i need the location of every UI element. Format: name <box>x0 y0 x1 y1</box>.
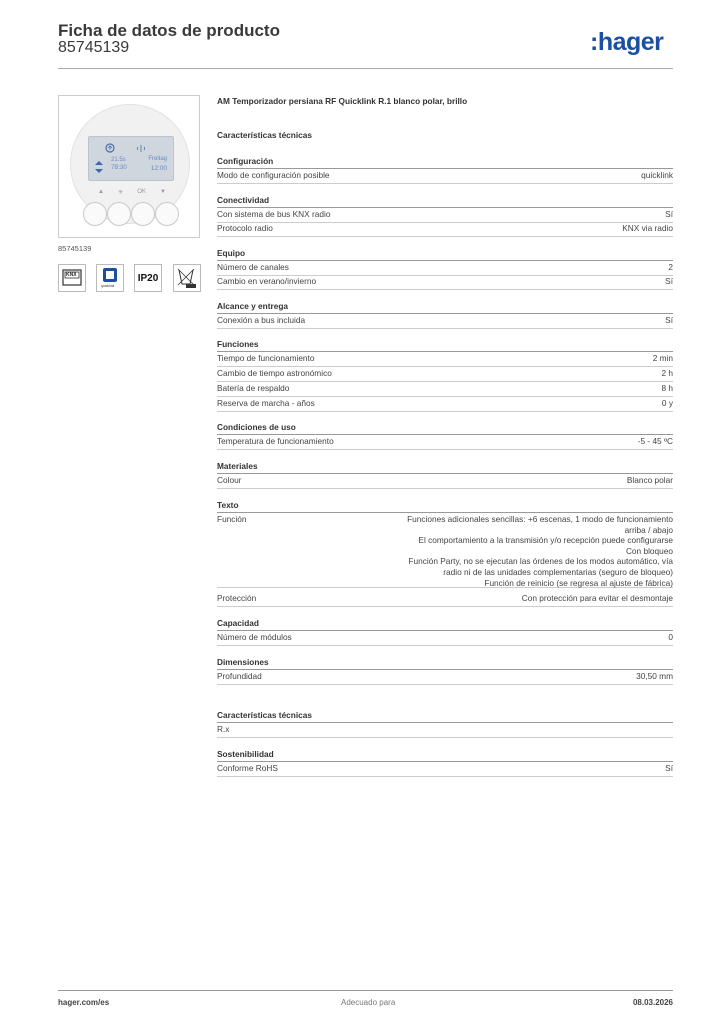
spec-row <box>217 222 673 237</box>
spec-key: Batería de respaldo <box>217 383 290 393</box>
spec-key: Cambio de tiempo astronómico <box>217 368 332 378</box>
function-line: Función de reinicio (se regresa al ajuste de fábrica) <box>484 577 673 588</box>
spec-row <box>217 670 673 685</box>
device-button-2 <box>107 202 131 226</box>
spec-value: 2 h <box>661 368 673 378</box>
spec-row <box>217 474 673 489</box>
hager-logo[interactable]: :hager <box>590 28 664 56</box>
product-image <box>58 95 200 238</box>
spec-value: KNX via radio <box>622 223 673 233</box>
spec-key: Protocolo radio <box>217 223 273 233</box>
footer-website-link[interactable]: hager.com/es <box>58 998 110 1007</box>
section-tech2-title: Características técnicas <box>217 710 313 720</box>
spec-row <box>217 631 673 646</box>
section-dimensions-title: Dimensiones <box>217 657 269 667</box>
spec-row <box>217 367 673 382</box>
function-line: arriba / abajo <box>624 524 673 535</box>
device-button-4 <box>155 202 179 226</box>
spec-key: Conforme RoHS <box>217 763 278 773</box>
spec-value: 8 h <box>661 383 673 393</box>
spec-value: Con protección para evitar el desmontaje <box>521 593 673 603</box>
spec-row <box>217 275 673 290</box>
btn-label-sun: ✳ <box>118 190 124 196</box>
spec-value: 0 <box>668 632 673 642</box>
section-materials-title: Materiales <box>217 461 258 471</box>
knx-icon <box>58 264 86 292</box>
spec-row <box>217 314 673 329</box>
spec-key: R.x <box>217 724 230 734</box>
spec-value: Blanco polar <box>626 475 673 485</box>
spec-value: Sí <box>665 315 673 325</box>
ip20-label: IP20 <box>137 272 159 284</box>
spec-row <box>217 382 673 397</box>
spec-key: Función <box>217 514 247 524</box>
btn-label-up: ▲ <box>98 189 104 195</box>
section-scope-title: Alcance y entrega <box>217 301 289 311</box>
footer-center-text: Adecuado para <box>341 998 396 1007</box>
product-code: 85745139 <box>58 244 92 253</box>
spec-value: quicklink <box>641 170 673 180</box>
spec-key: Temperatura de funcionamiento <box>217 436 334 446</box>
spec-key: Reserva de marcha - años <box>217 398 315 408</box>
spec-value: 0 y <box>661 398 673 408</box>
quicklink-label: quicklink <box>101 284 115 288</box>
section-text-title: Texto <box>217 500 239 510</box>
spec-key: Colour <box>217 475 242 485</box>
quicklink-icon <box>96 264 124 292</box>
function-line: Funciones adicionales sencillas: +6 escenas, 1 modo de funcionamiento <box>407 514 673 524</box>
product-number: 85745139 <box>58 39 130 56</box>
spec-key: Profundidad <box>217 671 262 681</box>
device-buttons <box>83 202 177 224</box>
section-connectivity-title: Conectividad <box>217 195 270 205</box>
section-usage-title: Condiciones de uso <box>217 422 296 432</box>
spec-value: Sí <box>665 209 673 219</box>
section-config-title: Configuración <box>217 156 274 166</box>
product-title: AM Temporizador persiana RF Quicklink R.1 blanco polar, brillo <box>217 96 468 106</box>
device-button-labels <box>98 189 166 196</box>
footer-date: 08.03.2026 <box>632 998 673 1007</box>
spec-row <box>217 261 673 276</box>
lcd-line1: 21.5s <box>111 157 126 163</box>
spec-value: Sí <box>665 763 673 773</box>
section-capacity-title: Capacidad <box>217 618 259 628</box>
device-display <box>88 136 174 181</box>
knx-label: KNX <box>66 272 77 278</box>
spec-key: Cambio en verano/invierno <box>217 276 317 286</box>
page-title: Ficha de datos de producto <box>58 21 280 40</box>
device-button-1 <box>83 202 107 226</box>
spec-row <box>217 435 673 450</box>
ip20-badge <box>134 264 162 292</box>
spec-key: Número de canales <box>217 262 289 272</box>
section-tech-header: Características técnicas <box>217 130 313 140</box>
function-text-block <box>407 514 673 588</box>
spec-key: Número de módulos <box>217 632 292 642</box>
btn-label-down: ▼ <box>160 189 166 195</box>
spec-row <box>217 208 673 223</box>
function-line: Función Party, no se ejecutan las órdenes de los modos automático, vía <box>408 556 673 567</box>
spec-key: Modo de configuración posible <box>217 170 330 180</box>
spec-key: Con sistema de bus KNX radio <box>217 209 331 219</box>
spec-value: -5 - 45 ºC <box>637 436 673 446</box>
spec-value: 2 min <box>652 353 673 363</box>
spec-key: Protección <box>217 593 257 603</box>
function-line: El comportamiento a la transmisión y/o recepción puede configurarse <box>418 535 673 546</box>
spec-key: Tiempo de funcionamiento <box>217 353 315 363</box>
spec-row <box>217 592 673 607</box>
spec-row <box>217 762 673 777</box>
lcd-day: Freitag <box>148 156 167 162</box>
header-divider <box>58 68 673 69</box>
spec-value: 30,50 mm <box>636 671 673 681</box>
footer-divider <box>58 990 673 991</box>
section-functions-title: Funciones <box>217 339 259 349</box>
btn-label-ok: OK <box>137 189 146 195</box>
spec-value: Sí <box>665 276 673 286</box>
section-sustainability-title: Sostenibilidad <box>217 749 274 759</box>
spec-key: Conexión a bus incluida <box>217 315 306 325</box>
spec-row-function <box>217 513 673 588</box>
spec-row <box>217 352 673 367</box>
lcd-time: 12:00 <box>150 165 167 172</box>
spec-value: 2 <box>668 262 673 272</box>
device-face <box>70 104 190 224</box>
function-line: radio ni de las unidades complementarias (seguro de bloqueo) <box>443 566 673 577</box>
section-equipment-title: Equipo <box>217 248 246 258</box>
recycling-symbol-icon <box>173 264 201 292</box>
spec-row <box>217 397 673 412</box>
spec-row <box>217 723 673 738</box>
device-button-3 <box>131 202 155 226</box>
spec-row <box>217 169 673 184</box>
lcd-line2: 7B:30 <box>111 165 127 171</box>
function-line: Con bloqueo <box>625 545 673 556</box>
